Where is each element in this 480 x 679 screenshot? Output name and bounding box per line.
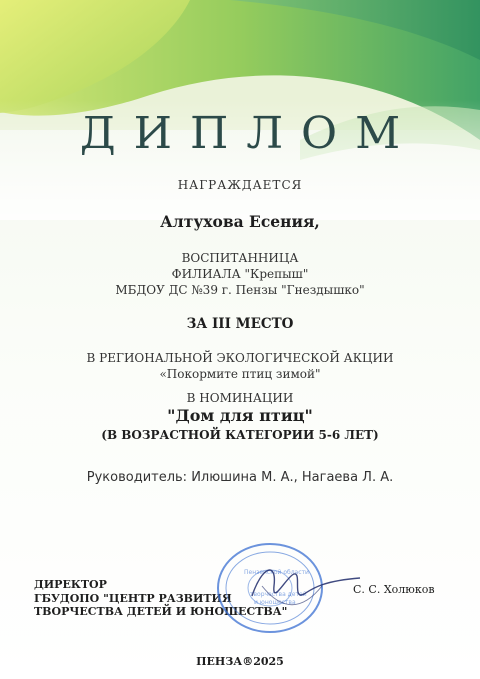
footer-place-year: ПЕНЗА®2025 — [196, 655, 284, 668]
organization-line: ГБУДОПО "ЦЕНТР РАЗВИТИЯ — [34, 591, 232, 605]
organization-line: ТВОРЧЕСТВА ДЕТЕЙ И ЮНОШЕСТВА" — [34, 605, 288, 618]
info-line: ФИЛИАЛА "Крепыш" — [171, 267, 309, 281]
info-line: МБДОУ ДС №39 г. Пензы "Гнездышко" — [115, 283, 365, 297]
signature — [232, 556, 362, 626]
nomination-label: В НОМИНАЦИИ — [186, 391, 294, 405]
diploma-title: ДИПЛОМ — [79, 108, 419, 159]
director-title: ДИРЕКТОР — [34, 578, 107, 591]
stamp-text: творчества детей — [250, 591, 307, 598]
awarded-label: НАГРАЖДАЕТСЯ — [177, 178, 303, 192]
leaders-line: Руководитель: Илюшина М. А., Нагаева Л. А. — [86, 470, 394, 485]
info-line: ВОСПИТАННИЦА — [181, 251, 299, 265]
stamp-text: и юношества — [254, 599, 296, 606]
place-award: ЗА III МЕСТО — [186, 316, 294, 332]
signer-name: С. С. Холюков — [353, 583, 435, 596]
stamp-text: Пензенской области — [244, 569, 309, 576]
recipient-info — [0, 250, 480, 298]
event-line: «Покормите птиц зимой" — [159, 367, 321, 381]
recipient-name: Алтухова Есения, — [160, 212, 320, 231]
nomination-title: "Дом для птиц" — [167, 406, 313, 425]
event-line: В РЕГИОНАЛЬНОЙ ЭКОЛОГИЧЕСКОЙ АКЦИИ — [86, 351, 394, 365]
age-category: (В ВОЗРАСТНОЙ КАТЕГОРИИ 5-6 ЛЕТ) — [101, 428, 379, 442]
event-info — [0, 350, 480, 382]
